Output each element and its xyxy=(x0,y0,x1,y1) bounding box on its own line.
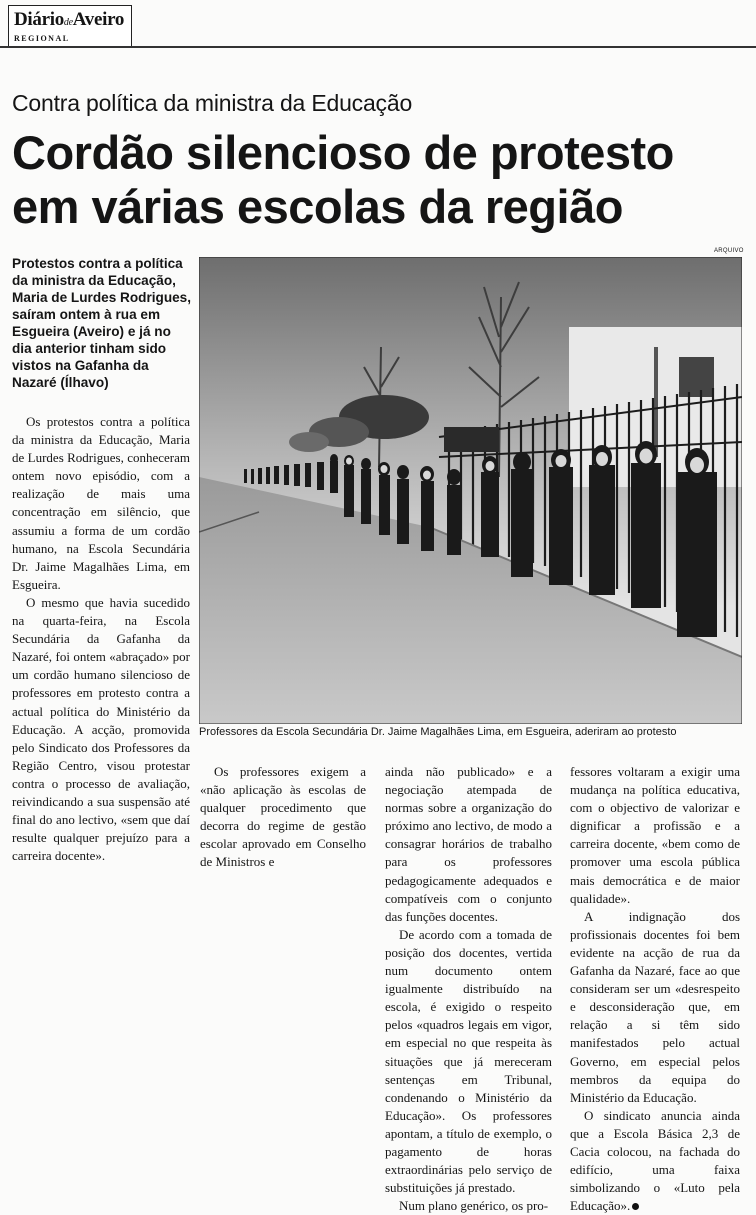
article-column-3 xyxy=(385,763,552,1215)
article-column-2 xyxy=(200,763,366,872)
lead-paragraph: Protestos contra a política da ministra da Educação, Maria de Lurdes Rodrigues, saíram ontem à rua em Esgueira (Aveiro) e já no dia anterior tinham sido vistos na Gafanha da Nazaré (Ílhavo) xyxy=(12,256,192,390)
photo-caption: Professores da Escola Secundária Dr. Jaime Magalhães Lima, em Esgueira, aderiram ao protesto xyxy=(199,726,677,738)
body-paragraph: O mesmo que havia sucedido na quarta-feira, na Escola Secundária da Gafanha da Nazaré, foi ontem «abraçado» por um cordão humano silencioso de professores em protesto contra a actual política do Ministério da Educação. A acção, promovida pelo Sindicato dos Professores da Região Centro, visou protestar contra o processo de avaliação, reivindicando a sua suspensão até final do ano lectivo, «sem que daí resulte qualquer prejuízo para a carreira docente». xyxy=(12,594,190,864)
body-paragraph: fessores voltaram a exigir uma mudança na política educativa, com o objectivo de valorizar e dignificar a profissão e a carreira docente, «bem como de promover uma escola pública mais democrática e de maior qualidade». xyxy=(570,764,740,906)
masthead-edition: REGIONAL xyxy=(14,34,70,43)
masthead-name-part: Aveiro xyxy=(72,9,125,30)
end-of-article-mark xyxy=(632,1203,639,1210)
headline xyxy=(12,126,674,234)
body-paragraph: Os professores exigem a «não aplicação às escolas de qualquer procedimento que decorra do regime de gestão escolar aprovado em Conselho de Ministros e xyxy=(200,764,366,870)
article-column-4 xyxy=(570,763,740,1215)
masthead-name xyxy=(14,9,124,31)
article-column-1 xyxy=(12,413,190,865)
body-paragraph xyxy=(570,1107,740,1215)
headline-line-2: em várias escolas da região xyxy=(12,180,623,233)
photo-credit: ARQUIVO xyxy=(714,248,744,254)
masthead-name-connector: de xyxy=(63,17,73,28)
body-paragraph-text: O sindicato anuncia ainda que a Escola Básica 2,3 de Cacia colocou, na fachada do edifício, uma faixa simbolizando o «Luto pela Educação». xyxy=(570,1107,740,1214)
masthead-logo xyxy=(8,5,132,48)
photo-teachers-human-chain xyxy=(199,257,742,724)
kicker: Contra política da ministra da Educação xyxy=(12,90,413,116)
body-paragraph: Num plano genérico, os pro- xyxy=(399,1198,549,1214)
headline-line-1: Cordão silencioso de protesto xyxy=(12,126,674,179)
masthead-rule xyxy=(0,46,756,48)
body-paragraph: Os protestos contra a política da ministra da Educação, Maria de Lurdes Rodrigues, conheceram ontem novo episódio, com a realização de mais uma concentração em silêncio, que assumiu a forma de um cordão humano, na Escola Secundária Dr. Jaime Magalhães Lima, em Esgueira. xyxy=(12,414,190,592)
masthead-name-part: Diário xyxy=(14,9,64,30)
body-paragraph: ainda não publicado» e a negociação atempada de normas sobre a organização do próximo ano lectivo, de modo a consagrar horários de trabalho para os professores pedagogicamente adequados e compatíveis com o conjunto das funções docentes. xyxy=(385,764,552,924)
body-paragraph: De acordo com a tomada de posição dos docentes, vertida num documento ontem igualmente distribuído na escola, é exigido o respeito pelos «quadros legais em vigor, em especial no que respeita às situações que já mereceram sentenças em Tribunal, condenando o Ministério da Educação». Os professores apontam, a título de exemplo, o pagamento de horas extraordinárias pelo serviço de substituições já prestado. xyxy=(385,926,552,1196)
body-paragraph: A indignação dos profissionais docentes foi bem evidente na acção de rua da Gafanha da Nazaré, face ao que consideram ser um «desrespeito e desconsideração que, em relação a si têm sido manifestados pelo actual Governo, em especial pelos membros da equipa do Ministério da Educação. xyxy=(570,908,740,1105)
